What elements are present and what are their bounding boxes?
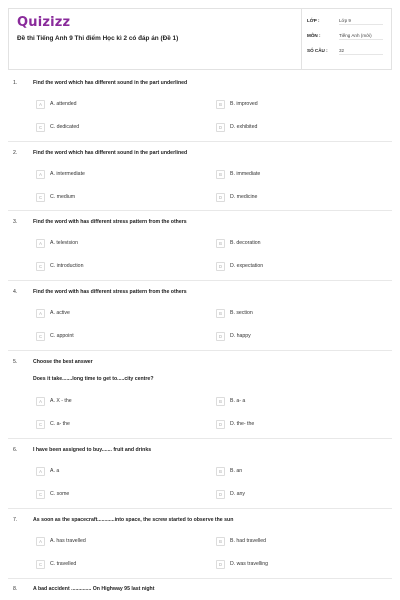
question-number: 5. <box>13 359 18 365</box>
question-number: 7. <box>13 517 18 523</box>
option-b[interactable] <box>216 308 253 318</box>
option-label: C. introduction <box>50 263 84 269</box>
meta-class-label: LỚP : <box>307 18 320 23</box>
question-divider <box>8 210 392 211</box>
option-a[interactable] <box>36 99 77 109</box>
meta-subject-label: MÔN : <box>307 33 321 38</box>
option-label: D. was travelling <box>230 561 269 567</box>
option-label: C. a- the <box>50 421 70 427</box>
option-b[interactable] <box>216 466 242 476</box>
option-label: C. medium <box>50 194 76 200</box>
option-label: B. decoration <box>230 240 261 246</box>
option-label: A. has travelled <box>50 538 86 544</box>
option-key-box: D <box>216 490 225 499</box>
option-key-box: B <box>216 239 225 248</box>
option-key-box: C <box>36 123 45 132</box>
option-key-box: D <box>216 262 225 271</box>
meta-count-row <box>307 48 383 55</box>
option-a[interactable] <box>36 396 72 406</box>
question-divider <box>8 508 392 509</box>
question-divider <box>8 438 392 439</box>
question-text: Find the word which has different sound in the part underlined <box>33 150 188 156</box>
question-text: Find the word with has different stress pattern from the others <box>33 219 187 225</box>
question-divider <box>8 141 392 142</box>
question-text: As soon as the spacecraft............into space, the screw started to observe the sun <box>33 517 234 523</box>
option-c[interactable] <box>36 489 69 499</box>
option-key-box: D <box>216 560 225 569</box>
question-number: 4. <box>13 289 18 295</box>
question-subtext: Does it take.......long time to get to.....city centre? <box>33 376 154 382</box>
option-key-box: D <box>216 420 225 429</box>
option-label: D. the- the <box>230 421 255 427</box>
option-label: A. active <box>50 310 70 316</box>
option-label: B. an <box>230 468 243 474</box>
option-key-box: B <box>216 170 225 179</box>
option-d[interactable] <box>216 192 257 202</box>
question-divider <box>8 578 392 579</box>
option-c[interactable] <box>36 419 70 429</box>
question-divider <box>8 350 392 351</box>
option-key-box: B <box>216 100 225 109</box>
option-d[interactable] <box>216 419 254 429</box>
option-label: A. intermediate <box>50 171 85 177</box>
option-key-box: D <box>216 332 225 341</box>
option-d[interactable] <box>216 489 245 499</box>
option-label: B. had travelled <box>230 538 267 544</box>
option-label: C. some <box>50 491 70 497</box>
option-key-box: D <box>216 193 225 202</box>
option-key-box: B <box>216 309 225 318</box>
page-title: Đề thi Tiếng Anh 9 Thi điểm Học kì 2 có đáp án (Đề 1) <box>17 35 179 42</box>
option-key-box: C <box>36 420 45 429</box>
meta-subject-value: Tiếng Anh (mới) <box>339 33 383 40</box>
option-b[interactable] <box>216 99 258 109</box>
header-divider <box>301 9 302 69</box>
option-label: C. dedicated <box>50 124 80 130</box>
option-key-box: D <box>216 123 225 132</box>
meta-class-value: Lớp 9 <box>339 18 383 25</box>
question-number: 3. <box>13 219 18 225</box>
quizizz-logo: Quizizz <box>17 15 71 30</box>
worksheet-header <box>8 8 392 70</box>
option-label: A. television <box>50 240 78 246</box>
option-label: A. a <box>50 468 60 474</box>
meta-class-row <box>307 18 383 25</box>
option-b[interactable] <box>216 396 245 406</box>
question-number: 2. <box>13 150 18 156</box>
question-divider <box>8 280 392 281</box>
option-key-box: A <box>36 100 45 109</box>
option-label: D. expectation <box>230 263 264 269</box>
option-key-box: A <box>36 239 45 248</box>
option-a[interactable] <box>36 238 78 248</box>
option-label: B. section <box>230 310 253 316</box>
option-c[interactable] <box>36 261 83 271</box>
meta-count-value: 32 <box>339 48 383 55</box>
option-label: C. travelled <box>50 561 77 567</box>
meta-count-label: SỐ CÂU : <box>307 48 328 53</box>
option-key-box: C <box>36 490 45 499</box>
meta-subject-row <box>307 33 383 40</box>
option-key-box: A <box>36 467 45 476</box>
option-d[interactable] <box>216 559 268 569</box>
option-key-box: C <box>36 560 45 569</box>
option-key-box: A <box>36 537 45 546</box>
option-a[interactable] <box>36 536 86 546</box>
option-b[interactable] <box>216 238 261 248</box>
option-key-box: B <box>216 537 225 546</box>
option-label: D. happy <box>230 333 251 339</box>
option-key-box: C <box>36 262 45 271</box>
option-c[interactable] <box>36 122 79 132</box>
option-c[interactable] <box>36 331 74 341</box>
question-text: Choose the best answer <box>33 359 93 365</box>
option-d[interactable] <box>216 261 263 271</box>
option-b[interactable] <box>216 536 266 546</box>
option-key-box: B <box>216 397 225 406</box>
question-text: I have been assigned to buy....... fruit and drinks <box>33 447 152 453</box>
option-a[interactable] <box>36 466 59 476</box>
question-text: Find the word which has different sound in the part underlined <box>33 80 188 86</box>
option-label: B. immediate <box>230 171 261 177</box>
option-key-box: C <box>36 332 45 341</box>
option-label: C. appoint <box>50 333 74 339</box>
question-text: Find the word with has different stress pattern from the others <box>33 289 187 295</box>
option-label: B. improved <box>230 101 258 107</box>
option-c[interactable] <box>36 559 76 569</box>
option-label: A. X - the <box>50 398 72 404</box>
question-number: 8. <box>13 586 18 592</box>
option-label: B. a- a <box>230 398 246 404</box>
question-number: 1. <box>13 80 18 86</box>
option-d[interactable] <box>216 122 257 132</box>
option-a[interactable] <box>36 308 70 318</box>
option-key-box: A <box>36 397 45 406</box>
option-key-box: B <box>216 467 225 476</box>
option-label: A. attended <box>50 101 77 107</box>
option-a[interactable] <box>36 169 85 179</box>
question-number: 6. <box>13 447 18 453</box>
option-key-box: A <box>36 170 45 179</box>
option-label: D. any <box>230 491 245 497</box>
question-text: A bad accident .............. On Highway 95 last night <box>33 586 155 592</box>
option-label: D. exhibited <box>230 124 258 130</box>
option-b[interactable] <box>216 169 260 179</box>
option-c[interactable] <box>36 192 75 202</box>
option-d[interactable] <box>216 331 251 341</box>
option-key-box: A <box>36 309 45 318</box>
option-label: D. medicine <box>230 194 258 200</box>
option-key-box: C <box>36 193 45 202</box>
